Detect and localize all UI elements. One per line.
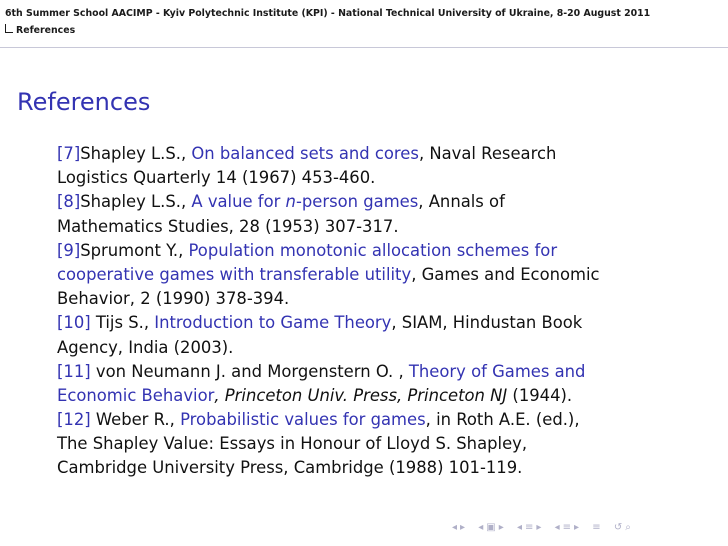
ref-source: , Annals of [418,192,505,212]
ref-author: Shapley L.S., [80,144,192,163]
ref-title-part: n [285,192,296,212]
ref-source: , SIAM, Hindustan Book [391,313,583,333]
subsection-icon[interactable]: ▣ [486,522,496,533]
ref-title-link[interactable]: Probabilistic values for games [180,410,426,430]
next-subsection-icon[interactable]: ▸ [498,522,504,533]
reference-list [57,142,687,481]
header-section-label: References [16,25,76,36]
part-icon[interactable]: ≡ [562,522,572,533]
next-section-icon[interactable]: ▸ [536,522,542,533]
ref-source: Cambridge University Press, Cambridge (1988) 101-119. [57,458,523,478]
reference-line [57,239,687,263]
beamer-navigation [452,522,634,538]
ref-number[interactable]: [8] [57,192,81,212]
reference-line [57,456,687,480]
reference-line [57,336,687,360]
ref-source: Logistics Quarterly 14 (1967) 453-460. [57,168,376,188]
ref-title-link[interactable]: Introduction to Game Theory [154,313,392,333]
ref-title-link[interactable]: cooperative games with transferable utility [57,264,412,284]
back-icon[interactable]: ↺ [613,522,623,533]
ref-title-part: A value for [191,192,286,212]
prev-section-icon[interactable]: ◂ [516,522,522,533]
prev-subsection-icon[interactable]: ◂ [478,522,484,533]
ref-source: , in Roth A.E. (ed.), [425,410,580,430]
ref-source: The Shapley Value: Essays in Honour of Lloyd S. Shapley, [57,434,528,454]
ref-title-link[interactable]: Economic Behavior [57,385,215,405]
ref-title-link[interactable]: Population monotonic allocation schemes for [188,240,558,260]
align-icon[interactable]: ≡ [592,522,601,533]
search-icon[interactable]: ⌕ [625,522,631,533]
ref-author: Sprumont Y., [80,240,189,260]
ref-publisher: , Princeton Univ. Press, Princeton NJ [214,385,508,405]
ref-source: Mathematics Studies, 28 (1953) 307-317. [57,216,399,236]
ref-number[interactable]: [10] [57,313,91,333]
ref-source: Agency, India (2003). [57,337,234,357]
ref-source: , Naval Research [418,144,557,163]
ref-source: (1944). [507,385,573,405]
ref-title-link[interactable]: Theory of Games and [408,361,586,381]
reference-line [57,142,687,166]
reference-line [57,166,687,190]
ref-author: Shapley L.S., [80,192,192,212]
section-icon[interactable]: ≡ [524,522,534,533]
ref-number[interactable]: [12] [57,410,91,430]
reference-line [57,384,687,408]
reference-line [57,287,687,311]
slide-header [0,0,728,48]
ref-number[interactable]: [7] [57,144,81,163]
ref-author: Tijs S., [90,313,155,333]
ref-source: Behavior, 2 (1990) 378-394. [57,289,290,309]
ref-title-link[interactable] [191,192,418,211]
ref-number[interactable]: [9] [57,240,81,260]
ref-number[interactable]: [11] [57,361,91,381]
reference-line [57,432,687,456]
header-section [5,24,75,36]
prev-part-icon[interactable]: ◂ [554,522,560,533]
reference-line [57,360,687,384]
prev-frame-icon[interactable]: ◂ [452,522,458,533]
ref-title-link[interactable]: On balanced sets and cores [191,144,419,163]
ref-author: von Neumann J. and Morgenstern O. , [90,361,409,381]
header-title: 6th Summer School AACIMP - Kyiv Polytechnic Institute (KPI) - National Technical University of Ukraine, 8-20 August 2011 [5,8,651,19]
ref-title-part: -person games [295,192,419,212]
reference-line [57,215,687,239]
ref-source: , Games and Economic [411,264,600,284]
reference-line [57,408,687,432]
reference-line [57,190,687,214]
next-frame-icon[interactable]: ▸ [460,522,466,533]
next-part-icon[interactable]: ▸ [574,522,580,533]
reference-line [57,263,687,287]
frame-title: References [17,88,151,116]
reference-line [57,311,687,335]
ref-author: Weber R., [90,410,181,430]
tree-branch-icon [5,24,13,33]
header-divider [0,47,728,48]
